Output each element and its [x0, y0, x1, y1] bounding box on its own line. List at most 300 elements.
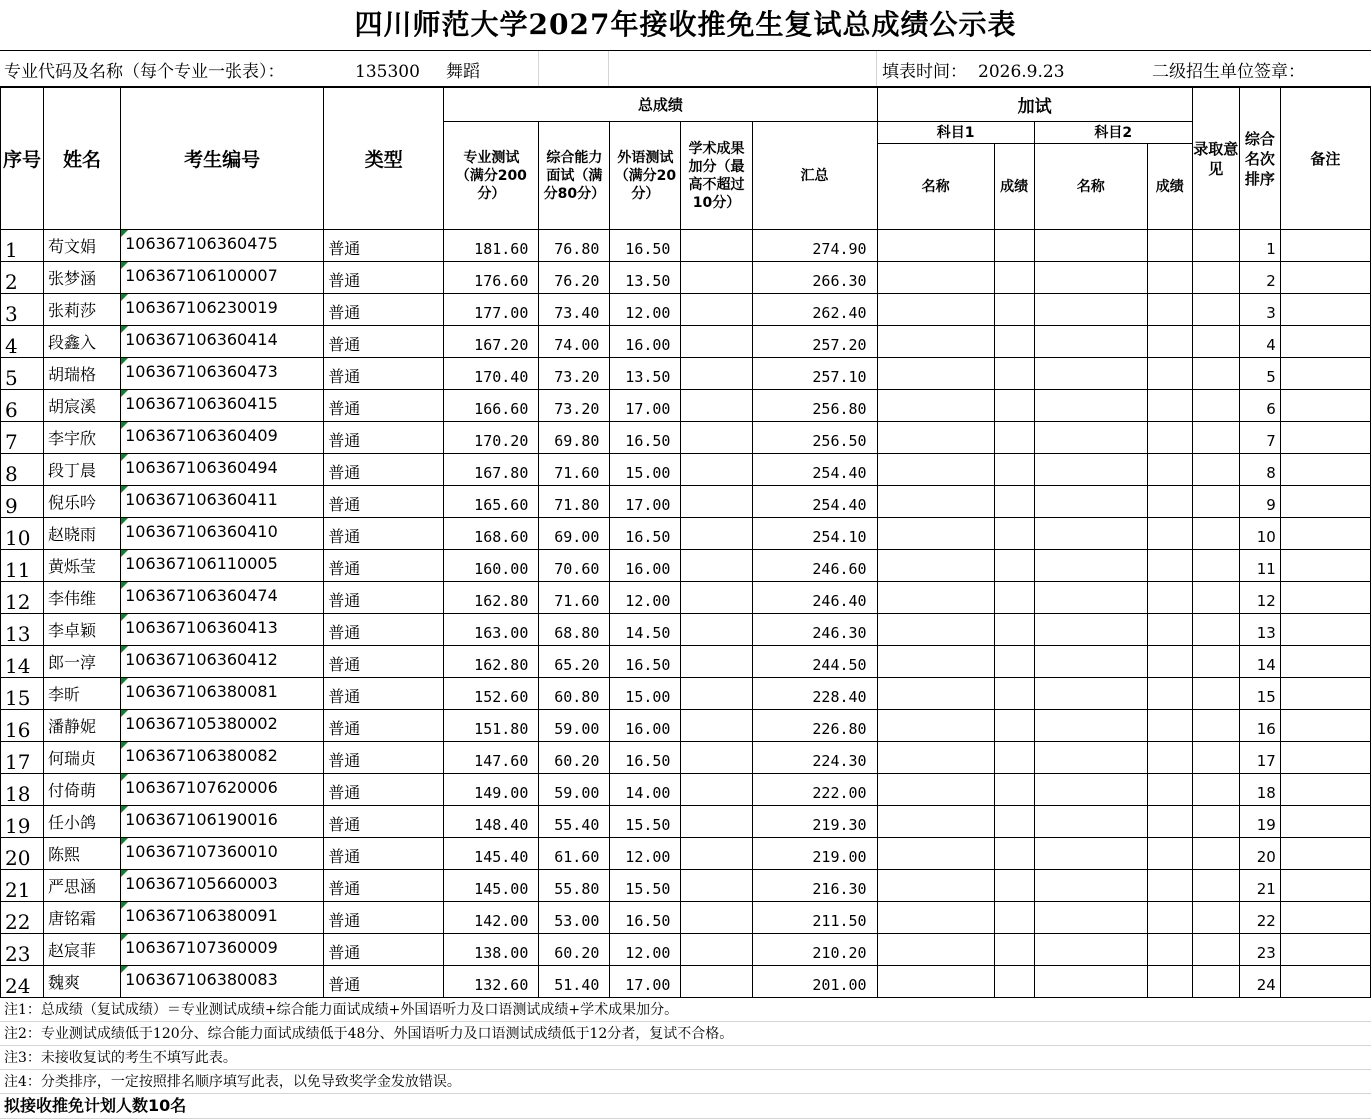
- cell-academic-bonus[interactable]: [681, 614, 752, 646]
- cell-type[interactable]: 普通: [324, 646, 444, 678]
- cell-sub2-score[interactable]: [1147, 678, 1192, 710]
- cell-prof-score[interactable]: 151.80: [444, 710, 539, 742]
- cell-rank[interactable]: 12: [1239, 582, 1280, 614]
- cell-sum[interactable]: 266.30: [752, 262, 877, 294]
- cell-sub2-name[interactable]: [1034, 518, 1147, 550]
- cell-academic-bonus[interactable]: [681, 262, 752, 294]
- cell-sum[interactable]: 257.10: [752, 358, 877, 390]
- cell-admit[interactable]: [1192, 582, 1239, 614]
- cell-exam-id[interactable]: 106367106380081: [121, 678, 324, 710]
- cell-ability-score[interactable]: 51.40: [539, 966, 610, 998]
- cell-exam-id[interactable]: 106367106360409: [121, 422, 324, 454]
- cell-ability-score[interactable]: 61.60: [539, 838, 610, 870]
- cell-academic-bonus[interactable]: [681, 806, 752, 838]
- cell-lang-score[interactable]: 13.50: [610, 358, 681, 390]
- cell-type[interactable]: 普通: [324, 422, 444, 454]
- cell-sub1-score[interactable]: [994, 230, 1034, 262]
- cell-name[interactable]: 张莉莎: [44, 294, 121, 326]
- cell-type[interactable]: 普通: [324, 294, 444, 326]
- cell-academic-bonus[interactable]: [681, 454, 752, 486]
- cell-sub1-name[interactable]: [877, 518, 994, 550]
- cell-sub1-name[interactable]: [877, 230, 994, 262]
- cell-sub1-score[interactable]: [994, 422, 1034, 454]
- cell-name[interactable]: 唐铭霜: [44, 902, 121, 934]
- cell-type[interactable]: 普通: [324, 742, 444, 774]
- cell-sub2-score[interactable]: [1147, 230, 1192, 262]
- cell-prof-score[interactable]: 160.00: [444, 550, 539, 582]
- cell-type[interactable]: 普通: [324, 262, 444, 294]
- cell-type[interactable]: 普通: [324, 870, 444, 902]
- cell-sub2-name[interactable]: [1034, 326, 1147, 358]
- cell-sub1-name[interactable]: [877, 742, 994, 774]
- cell-remark[interactable]: [1280, 902, 1370, 934]
- cell-type[interactable]: 普通: [324, 710, 444, 742]
- cell-sub1-name[interactable]: [877, 870, 994, 902]
- cell-exam-id[interactable]: 106367106360494: [121, 454, 324, 486]
- cell-remark[interactable]: [1280, 518, 1370, 550]
- cell-name[interactable]: 李昕: [44, 678, 121, 710]
- cell-sub2-name[interactable]: [1034, 358, 1147, 390]
- cell-sub2-score[interactable]: [1147, 486, 1192, 518]
- cell-remark[interactable]: [1280, 678, 1370, 710]
- cell-academic-bonus[interactable]: [681, 550, 752, 582]
- cell-remark[interactable]: [1280, 870, 1370, 902]
- cell-lang-score[interactable]: 12.00: [610, 934, 681, 966]
- cell-ability-score[interactable]: 76.20: [539, 262, 610, 294]
- cell-sub1-score[interactable]: [994, 486, 1034, 518]
- cell-remark[interactable]: [1280, 326, 1370, 358]
- cell-sub2-name[interactable]: [1034, 486, 1147, 518]
- cell-remark[interactable]: [1280, 582, 1370, 614]
- cell-prof-score[interactable]: 145.40: [444, 838, 539, 870]
- cell-sum[interactable]: 246.30: [752, 614, 877, 646]
- cell-sub2-name[interactable]: [1034, 966, 1147, 998]
- cell-sum[interactable]: 210.20: [752, 934, 877, 966]
- cell-exam-id[interactable]: 106367106230019: [121, 294, 324, 326]
- cell-sum[interactable]: 219.30: [752, 806, 877, 838]
- cell-remark[interactable]: [1280, 838, 1370, 870]
- cell-sub1-name[interactable]: [877, 550, 994, 582]
- cell-remark[interactable]: [1280, 614, 1370, 646]
- cell-admit[interactable]: [1192, 230, 1239, 262]
- cell-rank[interactable]: 6: [1239, 390, 1280, 422]
- cell-sum[interactable]: 254.40: [752, 486, 877, 518]
- cell-seq[interactable]: 15: [1, 678, 44, 710]
- cell-sub1-name[interactable]: [877, 262, 994, 294]
- cell-rank[interactable]: 15: [1239, 678, 1280, 710]
- cell-prof-score[interactable]: 167.20: [444, 326, 539, 358]
- cell-type[interactable]: 普通: [324, 230, 444, 262]
- cell-academic-bonus[interactable]: [681, 934, 752, 966]
- cell-type[interactable]: 普通: [324, 902, 444, 934]
- cell-seq[interactable]: 17: [1, 742, 44, 774]
- cell-seq[interactable]: 1: [1, 230, 44, 262]
- cell-exam-id[interactable]: 106367106360411: [121, 486, 324, 518]
- cell-seq[interactable]: 11: [1, 550, 44, 582]
- cell-sub2-name[interactable]: [1034, 262, 1147, 294]
- cell-sub1-name[interactable]: [877, 710, 994, 742]
- cell-seq[interactable]: 21: [1, 870, 44, 902]
- cell-remark[interactable]: [1280, 966, 1370, 998]
- cell-name[interactable]: 苟文娟: [44, 230, 121, 262]
- cell-type[interactable]: 普通: [324, 774, 444, 806]
- cell-sum[interactable]: 262.40: [752, 294, 877, 326]
- cell-sub1-name[interactable]: [877, 678, 994, 710]
- cell-prof-score[interactable]: 152.60: [444, 678, 539, 710]
- cell-exam-id[interactable]: 106367106190016: [121, 806, 324, 838]
- cell-sub1-name[interactable]: [877, 614, 994, 646]
- cell-ability-score[interactable]: 73.40: [539, 294, 610, 326]
- cell-seq[interactable]: 19: [1, 806, 44, 838]
- cell-rank[interactable]: 14: [1239, 646, 1280, 678]
- cell-sub2-name[interactable]: [1034, 230, 1147, 262]
- cell-admit[interactable]: [1192, 678, 1239, 710]
- cell-remark[interactable]: [1280, 294, 1370, 326]
- cell-seq[interactable]: 13: [1, 614, 44, 646]
- cell-rank[interactable]: 11: [1239, 550, 1280, 582]
- cell-academic-bonus[interactable]: [681, 358, 752, 390]
- cell-prof-score[interactable]: 177.00: [444, 294, 539, 326]
- cell-ability-score[interactable]: 71.80: [539, 486, 610, 518]
- cell-remark[interactable]: [1280, 262, 1370, 294]
- cell-sub1-name[interactable]: [877, 454, 994, 486]
- cell-exam-id[interactable]: 106367107360010: [121, 838, 324, 870]
- cell-sub2-score[interactable]: [1147, 646, 1192, 678]
- cell-sub1-score[interactable]: [994, 934, 1034, 966]
- cell-remark[interactable]: [1280, 550, 1370, 582]
- cell-name[interactable]: 付倚萌: [44, 774, 121, 806]
- cell-sum[interactable]: 226.80: [752, 710, 877, 742]
- cell-sub2-name[interactable]: [1034, 422, 1147, 454]
- cell-seq[interactable]: 12: [1, 582, 44, 614]
- cell-ability-score[interactable]: 53.00: [539, 902, 610, 934]
- cell-lang-score[interactable]: 15.50: [610, 870, 681, 902]
- cell-sum[interactable]: 216.30: [752, 870, 877, 902]
- cell-academic-bonus[interactable]: [681, 966, 752, 998]
- cell-ability-score[interactable]: 59.00: [539, 710, 610, 742]
- cell-prof-score[interactable]: 168.60: [444, 518, 539, 550]
- cell-rank[interactable]: 24: [1239, 966, 1280, 998]
- cell-exam-id[interactable]: 106367106360474: [121, 582, 324, 614]
- cell-rank[interactable]: 23: [1239, 934, 1280, 966]
- cell-sub2-name[interactable]: [1034, 646, 1147, 678]
- cell-exam-id[interactable]: 106367106100007: [121, 262, 324, 294]
- cell-sub1-score[interactable]: [994, 742, 1034, 774]
- cell-academic-bonus[interactable]: [681, 710, 752, 742]
- cell-admit[interactable]: [1192, 454, 1239, 486]
- cell-sub2-score[interactable]: [1147, 902, 1192, 934]
- cell-sum[interactable]: 257.20: [752, 326, 877, 358]
- cell-sub2-score[interactable]: [1147, 422, 1192, 454]
- cell-name[interactable]: 赵晓雨: [44, 518, 121, 550]
- cell-rank[interactable]: 7: [1239, 422, 1280, 454]
- cell-ability-score[interactable]: 73.20: [539, 358, 610, 390]
- cell-name[interactable]: 倪乐吟: [44, 486, 121, 518]
- cell-sub2-name[interactable]: [1034, 774, 1147, 806]
- cell-sub1-score[interactable]: [994, 358, 1034, 390]
- cell-ability-score[interactable]: 60.80: [539, 678, 610, 710]
- cell-prof-score[interactable]: 148.40: [444, 806, 539, 838]
- cell-name[interactable]: 郎一淳: [44, 646, 121, 678]
- cell-sub2-name[interactable]: [1034, 806, 1147, 838]
- cell-name[interactable]: 张梦涵: [44, 262, 121, 294]
- cell-seq[interactable]: 22: [1, 902, 44, 934]
- cell-academic-bonus[interactable]: [681, 902, 752, 934]
- cell-prof-score[interactable]: 149.00: [444, 774, 539, 806]
- cell-exam-id[interactable]: 106367106380083: [121, 966, 324, 998]
- cell-exam-id[interactable]: 106367106360414: [121, 326, 324, 358]
- cell-sub1-score[interactable]: [994, 326, 1034, 358]
- cell-admit[interactable]: [1192, 518, 1239, 550]
- cell-sub2-name[interactable]: [1034, 678, 1147, 710]
- cell-academic-bonus[interactable]: [681, 646, 752, 678]
- cell-sub2-score[interactable]: [1147, 518, 1192, 550]
- cell-ability-score[interactable]: 68.80: [539, 614, 610, 646]
- cell-academic-bonus[interactable]: [681, 326, 752, 358]
- cell-admit[interactable]: [1192, 486, 1239, 518]
- cell-type[interactable]: 普通: [324, 806, 444, 838]
- cell-sub1-score[interactable]: [994, 262, 1034, 294]
- cell-remark[interactable]: [1280, 934, 1370, 966]
- cell-admit[interactable]: [1192, 934, 1239, 966]
- cell-sub1-score[interactable]: [994, 806, 1034, 838]
- cell-admit[interactable]: [1192, 838, 1239, 870]
- cell-type[interactable]: 普通: [324, 614, 444, 646]
- cell-lang-score[interactable]: 14.00: [610, 774, 681, 806]
- cell-name[interactable]: 胡瑞格: [44, 358, 121, 390]
- cell-sub1-name[interactable]: [877, 422, 994, 454]
- cell-prof-score[interactable]: 176.60: [444, 262, 539, 294]
- cell-lang-score[interactable]: 17.00: [610, 966, 681, 998]
- cell-sub2-score[interactable]: [1147, 262, 1192, 294]
- cell-type[interactable]: 普通: [324, 454, 444, 486]
- cell-name[interactable]: 胡宸溪: [44, 390, 121, 422]
- cell-sub1-score[interactable]: [994, 870, 1034, 902]
- cell-lang-score[interactable]: 14.50: [610, 614, 681, 646]
- cell-academic-bonus[interactable]: [681, 230, 752, 262]
- cell-sub1-name[interactable]: [877, 934, 994, 966]
- cell-exam-id[interactable]: 106367106360413: [121, 614, 324, 646]
- cell-academic-bonus[interactable]: [681, 870, 752, 902]
- cell-academic-bonus[interactable]: [681, 294, 752, 326]
- cell-sub2-score[interactable]: [1147, 870, 1192, 902]
- cell-sub2-name[interactable]: [1034, 582, 1147, 614]
- cell-sub1-name[interactable]: [877, 774, 994, 806]
- cell-remark[interactable]: [1280, 806, 1370, 838]
- cell-remark[interactable]: [1280, 774, 1370, 806]
- cell-sum[interactable]: 256.50: [752, 422, 877, 454]
- cell-sub1-name[interactable]: [877, 902, 994, 934]
- cell-admit[interactable]: [1192, 646, 1239, 678]
- cell-lang-score[interactable]: 16.00: [610, 550, 681, 582]
- cell-rank[interactable]: 13: [1239, 614, 1280, 646]
- cell-seq[interactable]: 10: [1, 518, 44, 550]
- cell-lang-score[interactable]: 12.00: [610, 294, 681, 326]
- cell-admit[interactable]: [1192, 710, 1239, 742]
- cell-name[interactable]: 何瑞贞: [44, 742, 121, 774]
- cell-remark[interactable]: [1280, 646, 1370, 678]
- cell-rank[interactable]: 5: [1239, 358, 1280, 390]
- cell-prof-score[interactable]: 162.80: [444, 582, 539, 614]
- cell-sub2-score[interactable]: [1147, 774, 1192, 806]
- cell-sum[interactable]: 224.30: [752, 742, 877, 774]
- cell-type[interactable]: 普通: [324, 326, 444, 358]
- cell-seq[interactable]: 18: [1, 774, 44, 806]
- cell-name[interactable]: 段丁晨: [44, 454, 121, 486]
- cell-seq[interactable]: 8: [1, 454, 44, 486]
- cell-lang-score[interactable]: 16.00: [610, 710, 681, 742]
- cell-lang-score[interactable]: 13.50: [610, 262, 681, 294]
- cell-sub2-name[interactable]: [1034, 550, 1147, 582]
- cell-sum[interactable]: 246.40: [752, 582, 877, 614]
- cell-academic-bonus[interactable]: [681, 422, 752, 454]
- cell-admit[interactable]: [1192, 774, 1239, 806]
- cell-exam-id[interactable]: 106367107360009: [121, 934, 324, 966]
- cell-ability-score[interactable]: 60.20: [539, 742, 610, 774]
- cell-ability-score[interactable]: 74.00: [539, 326, 610, 358]
- cell-rank[interactable]: 20: [1239, 838, 1280, 870]
- cell-rank[interactable]: 19: [1239, 806, 1280, 838]
- cell-academic-bonus[interactable]: [681, 678, 752, 710]
- cell-sub1-name[interactable]: [877, 582, 994, 614]
- cell-prof-score[interactable]: 162.80: [444, 646, 539, 678]
- cell-ability-score[interactable]: 71.60: [539, 582, 610, 614]
- cell-sub1-score[interactable]: [994, 550, 1034, 582]
- cell-sub2-score[interactable]: [1147, 966, 1192, 998]
- cell-admit[interactable]: [1192, 902, 1239, 934]
- cell-sum[interactable]: 219.00: [752, 838, 877, 870]
- cell-ability-score[interactable]: 69.80: [539, 422, 610, 454]
- cell-sub1-score[interactable]: [994, 390, 1034, 422]
- cell-sub1-name[interactable]: [877, 326, 994, 358]
- cell-rank[interactable]: 22: [1239, 902, 1280, 934]
- cell-remark[interactable]: [1280, 486, 1370, 518]
- cell-sub2-name[interactable]: [1034, 838, 1147, 870]
- cell-lang-score[interactable]: 15.50: [610, 806, 681, 838]
- cell-sub1-name[interactable]: [877, 390, 994, 422]
- cell-admit[interactable]: [1192, 742, 1239, 774]
- cell-exam-id[interactable]: 106367105660003: [121, 870, 324, 902]
- cell-rank[interactable]: 18: [1239, 774, 1280, 806]
- cell-academic-bonus[interactable]: [681, 774, 752, 806]
- cell-type[interactable]: 普通: [324, 582, 444, 614]
- cell-lang-score[interactable]: 16.50: [610, 518, 681, 550]
- cell-admit[interactable]: [1192, 294, 1239, 326]
- cell-admit[interactable]: [1192, 422, 1239, 454]
- cell-seq[interactable]: 2: [1, 262, 44, 294]
- cell-sub1-score[interactable]: [994, 902, 1034, 934]
- cell-name[interactable]: 陈熙: [44, 838, 121, 870]
- cell-sub1-name[interactable]: [877, 966, 994, 998]
- cell-lang-score[interactable]: 12.00: [610, 582, 681, 614]
- cell-sub2-score[interactable]: [1147, 358, 1192, 390]
- cell-ability-score[interactable]: 73.20: [539, 390, 610, 422]
- cell-academic-bonus[interactable]: [681, 838, 752, 870]
- cell-type[interactable]: 普通: [324, 518, 444, 550]
- cell-sub1-score[interactable]: [994, 294, 1034, 326]
- cell-exam-id[interactable]: 106367106360410: [121, 518, 324, 550]
- cell-sum[interactable]: 256.80: [752, 390, 877, 422]
- cell-exam-id[interactable]: 106367106360415: [121, 390, 324, 422]
- cell-seq[interactable]: 23: [1, 934, 44, 966]
- cell-ability-score[interactable]: 55.40: [539, 806, 610, 838]
- cell-sub1-name[interactable]: [877, 358, 994, 390]
- cell-sub2-score[interactable]: [1147, 550, 1192, 582]
- cell-sub2-name[interactable]: [1034, 742, 1147, 774]
- cell-ability-score[interactable]: 70.60: [539, 550, 610, 582]
- cell-lang-score[interactable]: 17.00: [610, 486, 681, 518]
- cell-admit[interactable]: [1192, 806, 1239, 838]
- cell-ability-score[interactable]: 71.60: [539, 454, 610, 486]
- cell-name[interactable]: 李伟维: [44, 582, 121, 614]
- cell-sub2-name[interactable]: [1034, 934, 1147, 966]
- cell-lang-score[interactable]: 15.00: [610, 678, 681, 710]
- cell-sum[interactable]: 254.40: [752, 454, 877, 486]
- cell-remark[interactable]: [1280, 390, 1370, 422]
- cell-sub2-score[interactable]: [1147, 934, 1192, 966]
- cell-sub1-score[interactable]: [994, 646, 1034, 678]
- cell-admit[interactable]: [1192, 390, 1239, 422]
- cell-sub1-score[interactable]: [994, 838, 1034, 870]
- cell-sum[interactable]: 244.50: [752, 646, 877, 678]
- cell-seq[interactable]: 7: [1, 422, 44, 454]
- cell-lang-score[interactable]: 16.50: [610, 646, 681, 678]
- cell-exam-id[interactable]: 106367106360412: [121, 646, 324, 678]
- cell-lang-score[interactable]: 16.50: [610, 742, 681, 774]
- cell-type[interactable]: 普通: [324, 358, 444, 390]
- cell-sub1-name[interactable]: [877, 294, 994, 326]
- cell-prof-score[interactable]: 165.60: [444, 486, 539, 518]
- cell-type[interactable]: 普通: [324, 838, 444, 870]
- cell-ability-score[interactable]: 59.00: [539, 774, 610, 806]
- cell-prof-score[interactable]: 167.80: [444, 454, 539, 486]
- cell-lang-score[interactable]: 16.50: [610, 422, 681, 454]
- cell-rank[interactable]: 17: [1239, 742, 1280, 774]
- cell-name[interactable]: 段鑫入: [44, 326, 121, 358]
- cell-sub2-score[interactable]: [1147, 710, 1192, 742]
- cell-prof-score[interactable]: 170.20: [444, 422, 539, 454]
- cell-sub1-score[interactable]: [994, 614, 1034, 646]
- cell-exam-id[interactable]: 106367107620006: [121, 774, 324, 806]
- cell-sub1-name[interactable]: [877, 486, 994, 518]
- cell-academic-bonus[interactable]: [681, 742, 752, 774]
- cell-sub2-name[interactable]: [1034, 614, 1147, 646]
- cell-sub1-score[interactable]: [994, 582, 1034, 614]
- cell-lang-score[interactable]: 15.00: [610, 454, 681, 486]
- cell-name[interactable]: 潘静妮: [44, 710, 121, 742]
- cell-sub2-name[interactable]: [1034, 710, 1147, 742]
- cell-remark[interactable]: [1280, 742, 1370, 774]
- cell-remark[interactable]: [1280, 454, 1370, 486]
- cell-ability-score[interactable]: 60.20: [539, 934, 610, 966]
- cell-ability-score[interactable]: 76.80: [539, 230, 610, 262]
- cell-admit[interactable]: [1192, 870, 1239, 902]
- cell-sub1-score[interactable]: [994, 678, 1034, 710]
- cell-sub2-name[interactable]: [1034, 870, 1147, 902]
- cell-prof-score[interactable]: 170.40: [444, 358, 539, 390]
- cell-seq[interactable]: 16: [1, 710, 44, 742]
- cell-admit[interactable]: [1192, 614, 1239, 646]
- cell-sub2-score[interactable]: [1147, 294, 1192, 326]
- cell-sub2-score[interactable]: [1147, 326, 1192, 358]
- cell-sub2-score[interactable]: [1147, 838, 1192, 870]
- cell-name[interactable]: 魏爽: [44, 966, 121, 998]
- cell-sub1-name[interactable]: [877, 646, 994, 678]
- cell-sum[interactable]: 274.90: [752, 230, 877, 262]
- cell-admit[interactable]: [1192, 262, 1239, 294]
- cell-seq[interactable]: 6: [1, 390, 44, 422]
- cell-exam-id[interactable]: 106367106360475: [121, 230, 324, 262]
